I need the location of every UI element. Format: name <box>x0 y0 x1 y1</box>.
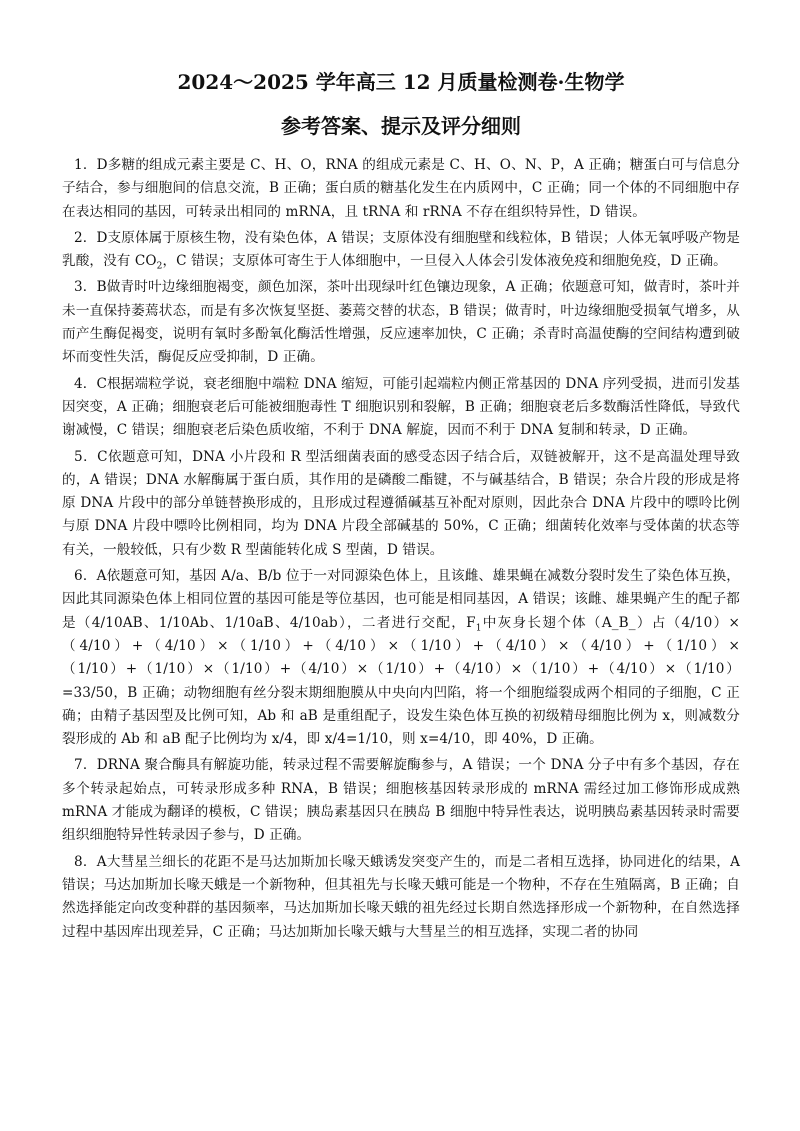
answer-text: 大彗星兰细长的花距不是马达加斯加长喙天蛾诱发突变产生的，而是二者相互选择，协同进化的结果，A 错误；马达加斯加长喙天蛾是一个新物种，但其祖先与长喙天蛾可能是一个物种，不存在生殖隔离，B 正确；自然选择能定向改变种群的基因频率，马达加斯加长喙天蛾的祖先经过长期自然选择形成一个新物种，在自然选择过程中基因库出现差异，C 正确；马达加斯加长喙天蛾与大彗星兰的相互选择，实现二者的协同 <box>62 853 740 940</box>
answer-text: RNA 聚合酶具有解旋功能，转录过程不需要解旋酶参与，A 错误；一个 DNA 分子中有多个基因，存在多个转录起始点，可转录形成多种 RNA，B 错误；细胞核基因转录形成的 mRNA 需经过加工修饰形成成熟 mRNA 才能成为翻译的模板，C 错误；胰岛素基因只在胰岛 B 细胞中特异性表达，说明胰岛素基因转录时需要组织细胞特异性转录因子参与，D 正确。 <box>62 757 740 844</box>
answer-text: ，C 错误；支原体可寄生于人体细胞中，一旦侵入人体会引发体液免疫和细胞免疫，D 正确。 <box>162 253 727 270</box>
answer-label: 6．A <box>74 568 107 585</box>
answer-item-5 <box>62 446 740 562</box>
answer-text: 中灰身长翅个体（A_B_）占（4/10）×（4/10）+（4/10）×（1/10）+（4/10）×（1/10）+（4/10）×（4/10）+（1/10）×（1/10）+（1/10）×（1/10）+（4/10）×（1/10）+（4/10）×（1/10）+（4/10）×（1/10）=33/50，B 正确；动物细胞有丝分裂末期细胞膜从中央向内凹陷，将一个细胞缢裂成两个相同的子细胞，C 正确；由精子基因型及比例可知，Ab 和 aB 是重组配子，设发生染色体互换的初级精母细胞比例为 x，则减数分裂形成的 Ab 和 aB 配子比例均为 x/4，即 x/4=1/10，则 x=4/10，即 40%，D 正确。 <box>62 614 740 748</box>
answer-item-1 <box>62 154 740 224</box>
answer-item-6 <box>62 565 740 751</box>
answer-label: 8．A <box>74 853 107 870</box>
answers-list <box>62 154 740 944</box>
answer-text: 依题意可知，基因 A/a、B/b 位于一对同源染色体上，且该雌、雄果蝇在减数分裂时发生了染色体互换，因此其同源染色体上相同位置的基因可能是等位基因，也可能是相同基因，A 错误；该雌、雄果蝇产生的配子都是（4/10AB、1/10Ab、1/10aB、4/10ab），二者进行交配，F <box>62 568 740 631</box>
answer-text: 多糖的组成元素主要是 C、H、O，RNA 的组成元素是 C、H、O、N、P，A 正确；糖蛋白可与信息分子结合，参与细胞间的信息交流，B 正确；蛋白质的糖基化发生在内质网中，C 正确；同一个体的不同细胞中存在表达相同的基因，可转录出相同的 mRNA，且 tRNA 和 rRNA 不存在组织特异性，D 错误。 <box>62 157 740 220</box>
answer-label: 1．D <box>74 157 108 173</box>
answer-item-3 <box>62 276 740 369</box>
answer-text: 支原体属于原核生物，没有染色体，A 错误；支原体没有细胞壁和线粒体，B 错误；人体无氧呼吸产物是乳酸，没有 CO <box>62 229 740 270</box>
page-title: 2024～2025 学年高三 12 月质量检测卷·生物学 <box>177 70 625 94</box>
answer-label: 5．C <box>74 448 108 465</box>
answer-label: 7．D <box>74 757 108 774</box>
answer-item-4 <box>62 373 740 443</box>
page-subtitle: 参考答案、提示及评分细则 <box>281 114 521 138</box>
subscript: 1 <box>475 623 482 634</box>
answer-item-7 <box>62 754 740 847</box>
answer-item-8 <box>62 851 740 944</box>
answer-label: 3．B <box>74 279 107 296</box>
answer-text: 做青时叶边缘细胞褐变，颜色加深，茶叶出现绿叶红色镶边现象，A 正确；依题意可知，做青时，茶叶并未一直保持萎蔫状态，而是有多次恢复坚挺、萎蔫交替的状态，B 错误；做青时，叶边缘细胞受损氧气增多，从而产生酶促褐变，说明有氧时多酚氧化酶活性增强，反应速率加快，C 正确；杀青时高温使酶的空间结构遭到破坏而变性失活，酶促反应受抑制，D 正确。 <box>62 279 740 366</box>
answer-text: 依题意可知，DNA 小片段和 R 型活细菌表面的感受态因子结合后，双链被解开，这不是高温处理导致的，A 错误；DNA 水解酶属于蛋白质，其作用的是磷酸二酯键，不与碱基结合，B 错误；杂合片段的形成是将原 DNA 片段中的部分单链替换形成的，且形成过程遵循碱基互补配对原则，因此杂合 DNA 片段中的嘌呤比例与原 DNA 片段中嘌呤比例相同，均为 DNA 片段全部碱基的 50%，C 正确；细菌转化效率与受体菌的状态等有关，一般较低，只有少数 R 型菌能转化成 S 型菌，D 错误。 <box>62 448 740 558</box>
answer-label: 4．C <box>74 375 108 392</box>
answer-label: 2．D <box>74 229 108 246</box>
answer-item-2 <box>62 227 740 274</box>
subscript: 2 <box>156 261 163 272</box>
answer-text: 根据端粒学说，衰老细胞中端粒 DNA 缩短，可能引起端粒内侧正常基因的 DNA 序列受损，进而引发基因突变，A 正确；细胞衰老后可能被细胞毒性 T 细胞识别和裂解，B 正确；细胞衰老后多数酶活性降低，导致代谢减慢，C 错误；细胞衰老后染色质收缩，不利于 DNA 解旋，因而不利于 DNA 复制和转录，D 正确。 <box>62 375 740 439</box>
